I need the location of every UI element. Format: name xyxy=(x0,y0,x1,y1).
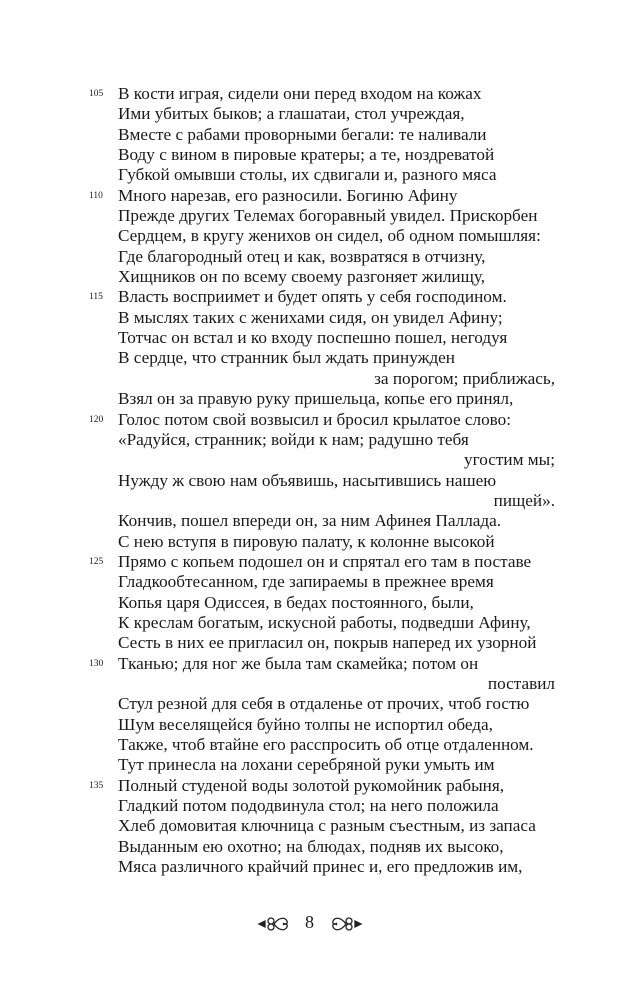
verse-text: Стул резной для себя в отдаленье от прочих, чтоб гостю xyxy=(118,694,530,714)
verse-line xyxy=(118,857,555,877)
verse-line xyxy=(118,389,555,409)
verse-text: Ими убитых быков; а глашатаи, стол учреждая, xyxy=(118,104,465,124)
verse-text: Прямо с копьем подошел он и спрятал его там в поставе xyxy=(118,551,532,571)
verse-line xyxy=(118,308,555,328)
verse-line xyxy=(89,409,555,430)
verse-text: Нужду ж свою нам объявишь, насытившись нашею xyxy=(118,470,497,490)
verse-line xyxy=(118,206,555,226)
verse-line xyxy=(118,328,555,348)
line-number: 120 xyxy=(89,414,104,425)
verse-text: В сердце, что странник был ждать принужден xyxy=(118,348,456,368)
verse-line xyxy=(118,755,555,775)
verse-line xyxy=(118,125,555,145)
verse-line xyxy=(118,532,555,552)
verse-text: Копья царя Одиссея, в бедах постоянного, были, xyxy=(118,592,474,612)
verse-text: Тут принесла на лохани серебряной руки умыть им xyxy=(118,755,495,775)
verse-line xyxy=(118,491,555,511)
verse-text: Полный студеной воды золотой рукомойник рабыня, xyxy=(118,775,505,795)
verse-text: Власть восприимет и будет опять у себя господином. xyxy=(118,287,507,307)
verse-line xyxy=(89,551,555,572)
page-number: 8 xyxy=(305,912,314,932)
verse-line xyxy=(118,837,555,857)
verse-text: Сесть в них ее пригласил он, покрыв наперед их узорной xyxy=(118,633,537,653)
line-number: 110 xyxy=(89,190,103,201)
verse-text: Выданным ею охотно; на блюдах, подняв их высоко, xyxy=(118,836,504,856)
verse-line xyxy=(118,165,555,185)
verse-line xyxy=(118,511,555,531)
verse-text: Где благородный отец и как, возвратяся в отчизну, xyxy=(118,246,486,266)
poem-text xyxy=(89,84,555,877)
verse-line xyxy=(118,450,555,470)
verse-text: С нею вступя в пировую палату, к колонне высокой xyxy=(118,531,495,551)
verse-line xyxy=(118,735,555,755)
verse-text: Много нарезав, его разносили. Богиню Афину xyxy=(118,185,458,205)
verse-text: Гладкий потом пододвинула стол; на него положила xyxy=(118,796,499,816)
verse-text: Мяса различного крайчий принес и, его предложив им, xyxy=(118,857,523,877)
line-number: 115 xyxy=(89,292,103,303)
verse-text: Шум веселящейся буйно толпы не испортил обеда, xyxy=(118,714,493,734)
verse-text: Сердцем, в кругу женихов он сидел, об одном помышляя: xyxy=(118,226,541,246)
verse-line xyxy=(118,816,555,836)
verse-text: К креслам богатым, искусной работы, подведши Афину, xyxy=(118,612,531,632)
verse-line xyxy=(89,287,555,307)
verse-line xyxy=(118,247,555,267)
verse-text: Тканью; для ног же была там скамейка; потом он xyxy=(118,653,479,673)
verse-line xyxy=(118,369,555,389)
verse-line xyxy=(118,145,555,165)
verse-line xyxy=(118,572,555,592)
verse-text: поставил xyxy=(487,673,555,693)
verse-line xyxy=(118,694,555,714)
verse-text: В мыслях таких с женихами сидя, он увидел Афину; xyxy=(118,307,503,327)
line-number: 130 xyxy=(89,658,104,669)
verse-text: Тотчас он встал и ко входу поспешно пошел, негодуя xyxy=(118,328,508,348)
verse-text: Хищников он по всему своему разгоняет жилищу, xyxy=(118,267,485,287)
verse-text: Воду с вином в пировые кратеры; а те, ноздреватой xyxy=(118,145,495,165)
verse-text: Вместе с рабами проворными бегали: те наливали xyxy=(118,124,487,144)
verse-text: Также, чтоб втайне его расспросить об отце отдаленном. xyxy=(118,735,534,754)
verse-text: Хлеб домовитая ключница с разным съестным, из запаса xyxy=(118,816,536,836)
ornament-right-icon xyxy=(329,915,363,933)
verse-line xyxy=(118,104,555,124)
line-number: 135 xyxy=(89,780,104,791)
verse-text: Губкой омывши столы, их сдвигали и, разного мяса xyxy=(118,165,497,185)
verse-line xyxy=(118,674,555,694)
verse-text: Прежде других Телемах богоравный увидел. Прискорбен xyxy=(118,206,538,226)
verse-line xyxy=(118,430,555,450)
verse-line xyxy=(118,226,555,246)
verse-text: Голос потом свой возвысил и бросил крылатое слово: xyxy=(118,409,512,429)
verse-line xyxy=(118,796,555,816)
verse-line xyxy=(118,613,555,633)
verse-line xyxy=(89,653,555,674)
verse-line xyxy=(89,185,555,206)
verse-text: пищей». xyxy=(493,490,555,510)
verse-text: Взял он за правую руку пришельца, копье его принял, xyxy=(118,389,514,409)
verse-line xyxy=(118,715,555,735)
verse-line xyxy=(118,471,555,491)
verse-line xyxy=(89,84,555,104)
verse-text: Гладкообтесанном, где запираемы в прежнее время xyxy=(118,572,494,592)
page-footer xyxy=(0,912,619,933)
verse-text: угостим мы; xyxy=(464,450,555,470)
verse-line xyxy=(118,348,555,368)
verse-line xyxy=(118,267,555,287)
ornament-left-icon xyxy=(257,915,291,933)
verse-text: В кости играя, сидели они перед входом на кожах xyxy=(118,84,482,103)
line-number: 125 xyxy=(89,556,104,567)
verse-line xyxy=(89,775,555,796)
verse-text: «Радуйся, странник; войди к нам; радушно тебя xyxy=(118,429,469,449)
verse-line xyxy=(118,633,555,653)
verse-text: Кончив, пошел впереди он, за ним Афинея Паллада. xyxy=(118,511,502,531)
line-number: 105 xyxy=(89,89,104,99)
verse-line xyxy=(118,593,555,613)
verse-text: за порогом; приближась, xyxy=(374,368,555,388)
